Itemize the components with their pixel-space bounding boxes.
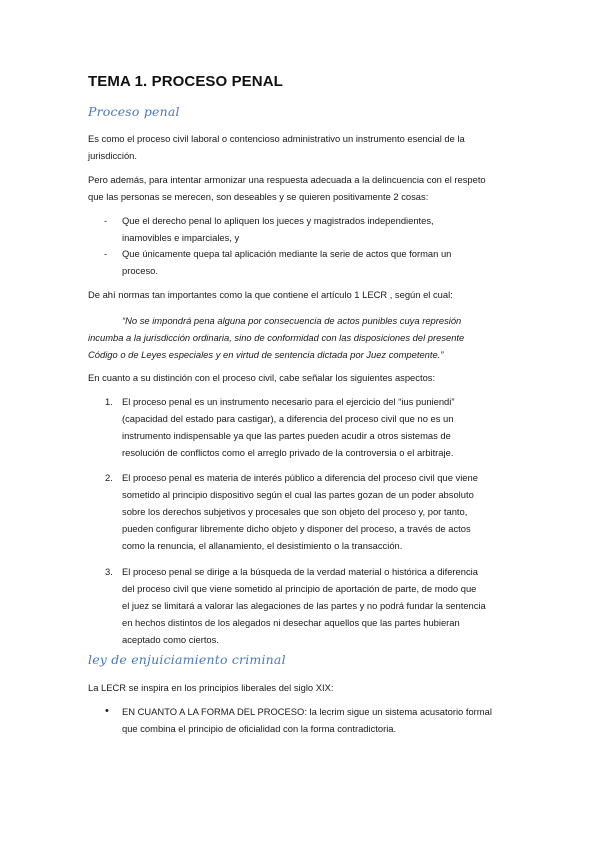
section-heading-proceso-penal: Proceso penal <box>88 104 180 119</box>
text-line: Es como el proceso civil laboral o contencioso administrativo un instrumento esencial de la <box>88 133 465 144</box>
text-line: sometido al principio dispositivo según el cual las partes gozan de un poder absoluto <box>122 489 474 500</box>
text-line: que combina el principio de oficialidad con la forma contradictoria. <box>122 723 397 734</box>
paragraph-distincion <box>88 369 518 386</box>
text-line: (capacidad del estado para castigar), a diferencia del proceso civil que no es un <box>122 413 454 424</box>
quote-line: “No se impondrá pena alguna por consecuencia de actos punibles cuya represión <box>122 315 462 326</box>
dash-marker: - <box>104 248 108 259</box>
text-line: instrumento indispensable ya que las partes pueden acudir a otros sistemas de <box>122 430 451 441</box>
quote-line: Código o de Leyes especiales y en virtud de sentencia dictada por Juez competente.” <box>88 349 444 360</box>
section-heading-ley-enjuiciamiento: ley de enjuiciamiento criminal <box>88 652 286 667</box>
paragraph-armonizar <box>88 171 518 205</box>
text-line: Que únicamente quepa tal aplicación mediante la serie de actos que forman un <box>122 248 452 259</box>
text-line: De ahí normas tan importantes como la que contiene el artículo 1 LECR , según el cual: <box>88 289 453 300</box>
text-line: El proceso penal se dirige a la búsqueda de la verdad material o histórica a diferencia <box>122 566 478 577</box>
bullet-marker: • <box>105 705 109 717</box>
text-line: proceso. <box>122 265 158 276</box>
text-line: pueden configurar libremente dicho objeto y disponer del proceso, a través de actos <box>122 523 471 534</box>
list-number: 3. <box>105 566 113 577</box>
dash-marker: - <box>104 215 108 226</box>
text-line: jurisdicción. <box>88 150 137 161</box>
text-line: resolución de conflictos como el arreglo privado de la controversia o el arbitraje. <box>122 447 454 458</box>
paragraph-articulo <box>88 286 518 303</box>
text-line: inamovibles e imparciales, y <box>122 232 240 243</box>
text-line: que las personas se merecen, son deseables y se quieren positivamente 2 cosas: <box>88 191 429 202</box>
text-line: sobre los derechos subjetivos y procesales que son objeto del proceso y, por tanto, <box>122 506 468 517</box>
list-number: 2. <box>105 472 113 483</box>
text-line: Que el derecho penal lo apliquen los jueces y magistrados independientes, <box>122 215 434 226</box>
paragraph-lecr-intro <box>88 679 518 696</box>
text-line: aceptado como ciertos. <box>122 634 219 645</box>
text-line: Pero además, para intentar armonizar una respuesta adecuada a la delincuencia con el respeto <box>88 174 486 185</box>
text-line: En cuanto a su distinción con el proceso civil, cabe señalar los siguientes aspectos: <box>88 372 436 383</box>
text-line: El proceso penal es materia de interés público a diferencia del proceso civil que viene <box>122 472 478 483</box>
text-line: EN CUANTO A LA FORMA DEL PROCESO: la lecrim sigue un sistema acusatorio formal <box>122 706 492 717</box>
text-line: El proceso penal es un instrumento necesario para el ejercicio del “ius puniendi” <box>122 396 455 407</box>
text-line: en hechos distintos de los alegados ni desechar aquellos que las partes hubieran <box>122 617 460 628</box>
list-number: 1. <box>105 396 113 407</box>
page-title: TEMA 1. PROCESO PENAL <box>88 73 283 90</box>
paragraph-intro <box>88 130 518 164</box>
text-line: como la renuncia, el allanamiento, el desistimiento o la transacción. <box>122 540 403 551</box>
text-line: La LECR se inspira en los principios liberales del siglo XIX: <box>88 682 334 693</box>
text-line: el juez se limitará a valorar las alegaciones de las partes y no podrá fundar la sentencia <box>122 600 486 611</box>
text-line: del proceso civil que viene sometido al principio de aportación de parte, de modo que <box>122 583 477 594</box>
quote-line: incumba a la jurisdicción ordinaria, sino de conformidad con las disposiciones del presente <box>88 332 465 343</box>
legal-quote <box>88 312 464 363</box>
